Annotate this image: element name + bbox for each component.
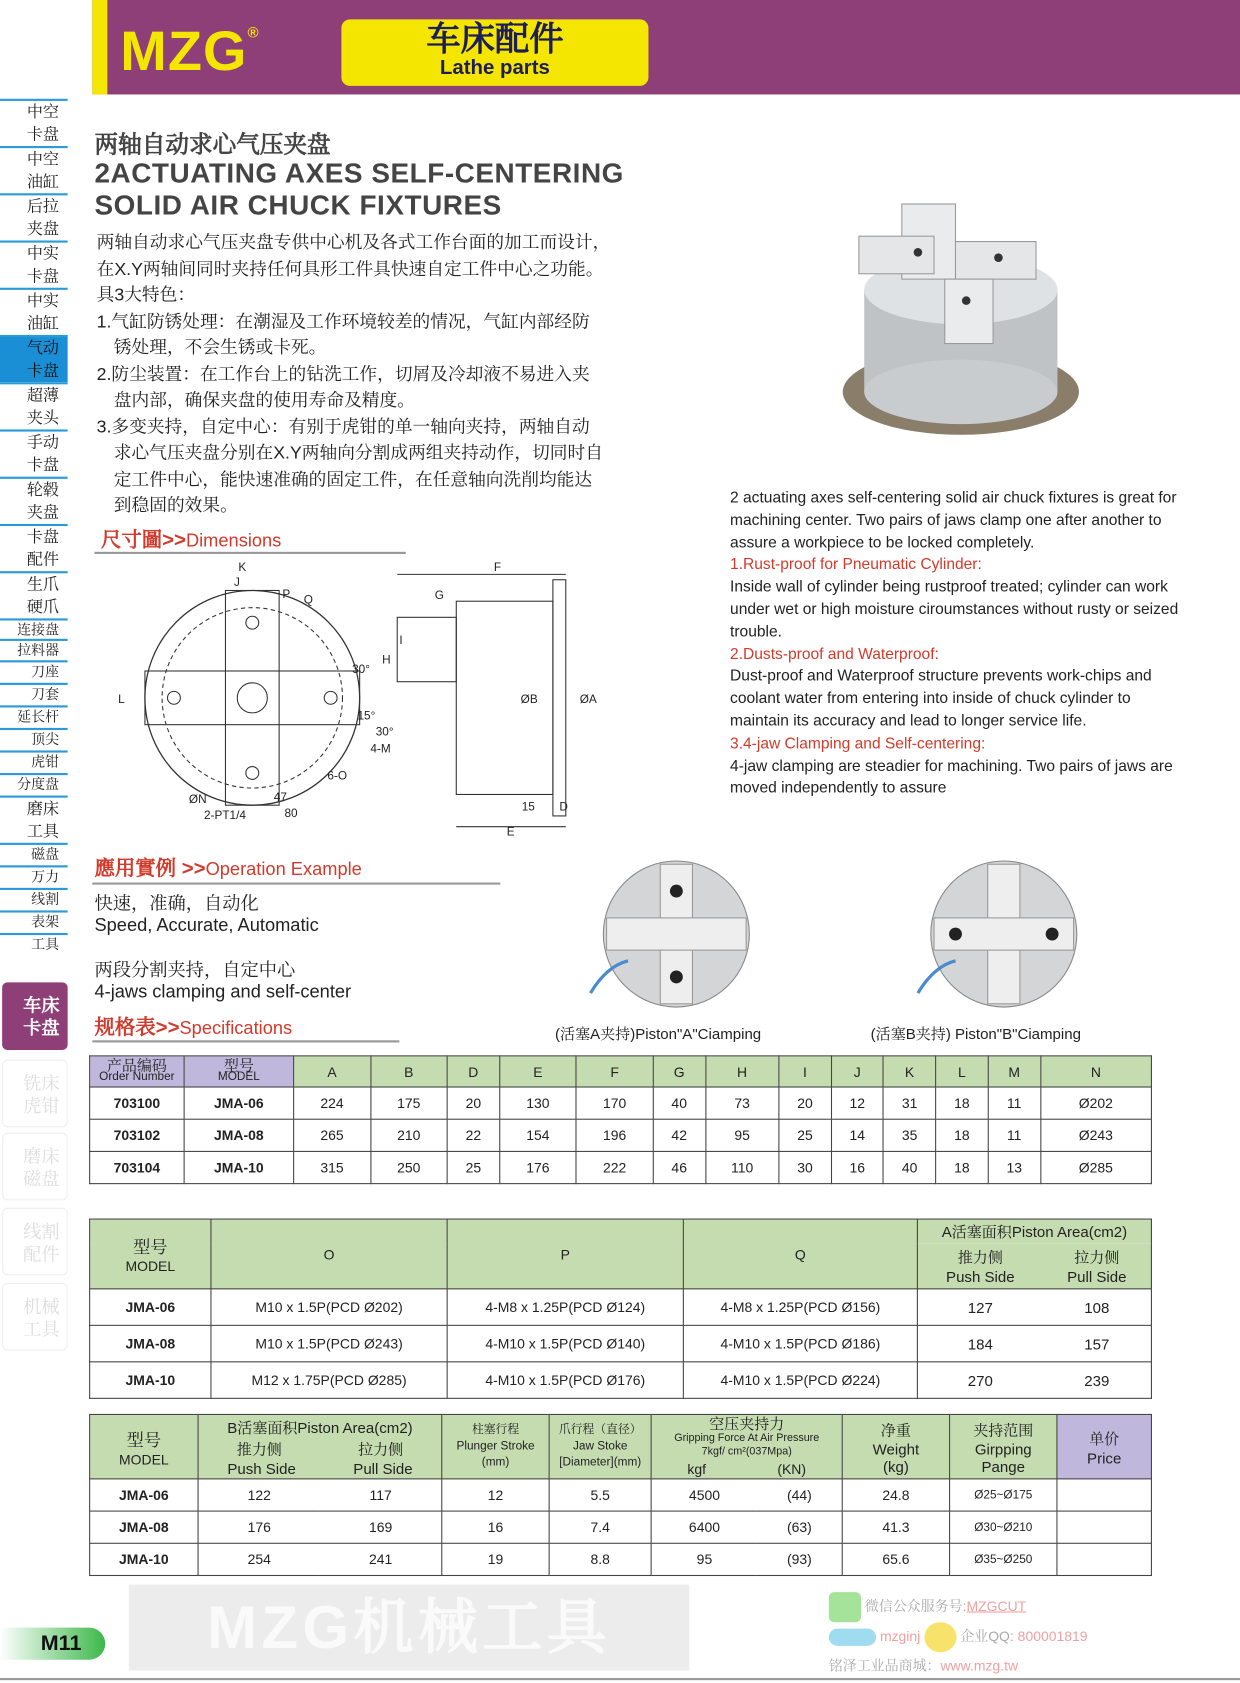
h-text: 爪行程（直径）: [558, 1423, 642, 1437]
label-A: ØA: [579, 692, 597, 707]
table-cell: 108: [1043, 1289, 1152, 1326]
table-cell: M12 x 1.75P(PCD Ø285): [211, 1362, 447, 1399]
h-text: kgf: [687, 1461, 707, 1478]
table-row: [90, 1543, 1152, 1575]
table-cell: 703100: [90, 1087, 184, 1119]
desc-cn-line: 在X.Y两轴间同时夹持任何具形工件具快速自定工件中心之功能。: [96, 259, 604, 279]
caption-piston-a: (活塞A夹持)Piston"A"Ciamping: [555, 1025, 762, 1043]
h-text: 夹持范围: [973, 1420, 1034, 1439]
label-L: L: [118, 692, 125, 707]
table-cell: 12: [442, 1479, 549, 1511]
label-15: 15: [521, 799, 535, 814]
sidebar-item[interactable]: 超薄夹头: [0, 382, 68, 429]
table-cell: 18: [936, 1119, 988, 1151]
h-text: (KN): [777, 1461, 807, 1478]
desc-cn-line: 1.气缸防锈处理：在潮湿及工作环境较差的情况，气缸内部经防: [96, 311, 590, 332]
h-text: 空压夹持力: [709, 1414, 785, 1433]
label-I: I: [399, 633, 403, 648]
table-cell: 14: [831, 1119, 883, 1151]
pull-side-header: [1043, 1243, 1152, 1289]
footer-divider: [0, 1678, 1240, 1680]
table-cell: 31: [883, 1087, 935, 1119]
table-row: [90, 1479, 1152, 1511]
column-header-O: O: [211, 1219, 447, 1289]
table-cell: 4-M8 x 1.25P(PCD Ø124): [447, 1289, 683, 1326]
table-cell: Ø25~Ø175: [950, 1479, 1057, 1511]
sidebar-item[interactable]: 表架: [0, 910, 68, 933]
table-cell: 16: [442, 1511, 549, 1543]
feature-1-text: Inside wall of cylinder being rustproof treated; cylinder can work under wet or high moisture ciroumstances without rusty or seized trouble.: [730, 578, 1179, 641]
table-cell: 12: [831, 1087, 883, 1119]
table-cell: 25: [779, 1119, 831, 1151]
header-gripping-range: [950, 1414, 1057, 1478]
category-tab[interactable]: 车床卡盘: [2, 982, 67, 1050]
label-E: E: [506, 824, 515, 838]
column-header: E: [499, 1056, 576, 1087]
table-cell: 7.4: [549, 1511, 651, 1543]
sidebar-item[interactable]: 磁盘: [0, 843, 68, 866]
h-text: (kg): [882, 1457, 909, 1475]
photo-piston-b: [913, 859, 1085, 1015]
column-header: L: [936, 1056, 988, 1087]
table-cell: 122: [198, 1479, 320, 1511]
divider: [92, 882, 500, 884]
table-cell: 73: [705, 1087, 778, 1119]
label-B: ØB: [520, 692, 538, 707]
column-header: J: [831, 1056, 883, 1087]
desc-cn-line: 具3大特色：: [96, 285, 196, 305]
table-row: [90, 1119, 1152, 1151]
table-cell: 703104: [90, 1151, 184, 1183]
table-cell: Ø243: [1040, 1119, 1151, 1151]
h-en: Order Number: [99, 1070, 175, 1084]
table-cell: 4-M8 x 1.25P(PCD Ø156): [683, 1289, 917, 1326]
product-title-cn: 两轴自动求心气压夹盘: [94, 130, 331, 158]
sidebar-item[interactable]: 磨床工具: [0, 796, 68, 843]
table-cell: 30: [779, 1151, 831, 1183]
table-cell: JMA-08: [184, 1119, 294, 1151]
table-cell: 22: [447, 1119, 499, 1151]
h-text: 净重: [880, 1420, 911, 1439]
column-header: H: [705, 1056, 778, 1087]
category-tab[interactable]: 线割配件: [2, 1208, 67, 1276]
sidebar-item[interactable]: 拉料器: [0, 639, 68, 660]
h-text: Jaw Stoke: [572, 1439, 628, 1453]
h-en: Pull Side: [1067, 1267, 1127, 1285]
table-cell: 130: [499, 1087, 576, 1119]
table-cell: M10 x 1.5P(PCD Ø202): [211, 1289, 447, 1326]
h-cn: 型号: [223, 1056, 254, 1074]
sidebar-item[interactable]: 中空卡盘: [0, 99, 68, 146]
category-tab[interactable]: 铣床虎钳: [2, 1060, 67, 1128]
desc-cn-line: 3.多变夹持，自定中心：有别于虎钳的单一轴向夹持，两轴自动: [96, 417, 590, 437]
column-header: G: [653, 1056, 705, 1087]
h-text: Plunger Stroke: [456, 1439, 535, 1453]
table-cell: 250: [370, 1151, 447, 1183]
operation-line2-en: 4-jaws clamping and self-center: [94, 981, 352, 1002]
category-cn: 车床配件: [426, 19, 564, 58]
brand-logo: [120, 19, 259, 83]
table-cell: 170: [576, 1087, 653, 1119]
h-text: MODEL: [119, 1450, 169, 1468]
sidebar-item[interactable]: 延长杆: [0, 705, 68, 728]
table-cell: 703102: [90, 1119, 184, 1151]
h-cn: 型号: [133, 1238, 168, 1258]
operation-line2-cn: 两段分割夹持，自定中心: [94, 959, 296, 981]
h-cn: 推力侧: [957, 1248, 1003, 1266]
h-cn: 拉力侧: [1074, 1248, 1120, 1266]
label-6O: 6-O: [327, 768, 348, 783]
sidebar-item[interactable]: 中实油缸: [0, 288, 68, 335]
feature-2-text: Dust-proof and Waterproof structure prevents work-chips and coolant water from entering into inside of chuck cylinder to maintain its accuracy and lead to longer service life.: [730, 668, 1152, 731]
h-text: B活塞面积Piston Area(cm2): [227, 1418, 413, 1436]
contact-info: [829, 1592, 1088, 1679]
operation-heading: [94, 852, 361, 881]
sidebar-item[interactable]: 中实卡盘: [0, 240, 68, 287]
sidebar-item[interactable]: 万力: [0, 865, 68, 888]
table-cell: 40: [883, 1151, 935, 1183]
table-cell: 4500: [651, 1479, 757, 1511]
h-text: 型号: [126, 1431, 162, 1450]
column-header: B: [370, 1056, 447, 1087]
h-text: Price: [1087, 1448, 1122, 1466]
table-cell: 169: [320, 1511, 442, 1543]
sidebar-item[interactable]: 虎钳: [0, 750, 68, 773]
table-cell: JMA-08: [90, 1511, 198, 1543]
h-text: 柱塞行程: [471, 1423, 520, 1437]
desc-cn-line: 到稳固的效果。: [113, 495, 238, 516]
registered-mark: ®: [247, 23, 260, 41]
dimension-drawing: [107, 558, 601, 837]
table-cell: 8.8: [549, 1543, 651, 1575]
divider: [94, 552, 405, 554]
h-text: 推力侧: [236, 1440, 282, 1458]
h-en: MODEL: [125, 1258, 176, 1275]
label-30deg-b: 30°: [375, 724, 394, 739]
h-text: [Diameter](mm): [559, 1455, 642, 1469]
shop-url[interactable]: www.mzg.tw: [940, 1657, 1019, 1674]
header-accent-bar: [92, 0, 107, 94]
h-text: 7kgf/ cm²(037Mpa): [701, 1446, 792, 1458]
product-title-en-1: 2ACTUATING AXES SELF-CENTERING: [94, 156, 624, 189]
h-text: Pull Side: [353, 1459, 413, 1477]
table-cell: 40: [653, 1087, 705, 1119]
header-model: [184, 1056, 294, 1087]
column-header-P: P: [447, 1219, 683, 1289]
product-title-en-2: SOLID AIR CHUCK FIXTURES: [94, 188, 502, 222]
column-header: K: [883, 1056, 935, 1087]
photo-piston-a: [585, 859, 757, 1015]
table-cell: 210: [370, 1119, 447, 1151]
table-cell: 25: [447, 1151, 499, 1183]
label-N: ØN: [188, 792, 207, 807]
specs-heading-en: Specifications: [179, 1017, 293, 1039]
h-text: Pange: [981, 1457, 1025, 1475]
table-cell: JMA-06: [184, 1087, 294, 1119]
feature-3-title: 3.4-jaw Clamping and Self-centering:: [730, 735, 986, 753]
specs-heading: [94, 1011, 292, 1040]
column-header-area: A活塞面积Piston Area(cm2): [917, 1219, 1151, 1243]
table-cell: JMA-06: [90, 1479, 198, 1511]
table-row: [90, 1087, 1152, 1119]
table-cell: Ø30~Ø210: [950, 1511, 1057, 1543]
specs-table-piston-a: [89, 1219, 1152, 1399]
table-cell: 41.3: [842, 1511, 949, 1543]
wechat-label: 微信公众服务号:: [864, 1597, 967, 1615]
h-cn: 产品编码: [106, 1056, 167, 1074]
table-cell: 20: [779, 1087, 831, 1119]
table-cell: 13: [988, 1151, 1040, 1183]
specs-heading-cn: 规格表>>: [94, 1016, 180, 1040]
table-cell: 42: [653, 1119, 705, 1151]
header-model: [90, 1219, 211, 1289]
sidebar-item[interactable]: 中空油缸: [0, 146, 68, 193]
table-cell: 175: [370, 1087, 447, 1119]
table-cell: JMA-06: [90, 1289, 211, 1326]
label-F: F: [493, 560, 502, 575]
header-plunger-stroke: [442, 1414, 549, 1478]
h-text: Push Side: [227, 1459, 296, 1477]
label-4M: 4-M: [370, 741, 391, 756]
label-P: P: [282, 586, 291, 601]
sidebar-item[interactable]: 卡盘配件: [0, 524, 68, 571]
feature-1-title: 1.Rust-proof for Pneumatic Cylinder:: [730, 556, 982, 574]
table-cell: 4-M10 x 1.5P(PCD Ø140): [447, 1325, 683, 1362]
table-row: [90, 1151, 1152, 1183]
page-header: [92, 0, 1240, 94]
column-header: I: [779, 1056, 831, 1087]
table-cell: 176: [198, 1511, 320, 1543]
table-cell: 270: [917, 1362, 1042, 1399]
table-cell: Ø202: [1040, 1087, 1151, 1119]
table-cell: 35: [883, 1119, 935, 1151]
h-text: 拉力侧: [358, 1440, 404, 1458]
sidebar-item[interactable]: 后拉夹盘: [0, 193, 68, 240]
header-order-number: [90, 1056, 184, 1087]
sidebar-item[interactable]: 刀座: [0, 660, 68, 683]
wechat-icon: [829, 1592, 861, 1622]
h-en: MODEL: [217, 1070, 260, 1084]
desc-cn-line: 盘内部，确保夹盘的使用寿命及精度。: [113, 390, 415, 411]
column-header: M: [988, 1056, 1040, 1087]
desc-cn-line: 两轴自动求心气压夹盘专供中心机及各式工作台面的加工而设计，: [96, 232, 611, 253]
table-cell: 4-M10 x 1.5P(PCD Ø176): [447, 1362, 683, 1399]
price-cell: [1057, 1479, 1151, 1511]
label-47: 47: [273, 789, 287, 804]
shop-label: 铭泽工业品商城：: [828, 1657, 941, 1674]
table-cell: 4-M10 x 1.5P(PCD Ø224): [683, 1362, 917, 1399]
h-text: (mm): [481, 1455, 510, 1469]
desc-en-intro: 2 actuating axes self-centering solid air chuck fixtures is great for machining center. Two pairs of jaws clamp one after another to assure a workpiece to be locked completely.: [730, 489, 1177, 552]
table-cell: 46: [653, 1151, 705, 1183]
h-text: Weight: [872, 1440, 920, 1458]
category-badge: [341, 19, 648, 86]
operation-text: [94, 893, 351, 1003]
label-80: 80: [284, 806, 298, 821]
description-en: [730, 487, 1192, 800]
operation-heading-en: Operation Example: [205, 858, 362, 880]
table-cell: 315: [294, 1151, 371, 1183]
operation-heading-cn: 應用實例 >>: [94, 857, 206, 881]
table-cell: 18: [936, 1087, 988, 1119]
table-cell: 110: [705, 1151, 778, 1183]
label-PT: 2-PT1/4: [203, 808, 246, 823]
label-H: H: [382, 652, 391, 667]
feature-3-text: 4-jaw clamping are steadier for machining. Two pairs of jaws are moved independently to assure: [730, 757, 1173, 797]
table-cell: 117: [320, 1479, 442, 1511]
table-cell: JMA-08: [90, 1325, 211, 1362]
table-cell: 254: [198, 1543, 320, 1575]
sidebar-item[interactable]: 手动卡盘: [0, 429, 68, 476]
caption-piston-b: (活塞B夹持) Piston"B"Ciamping: [870, 1025, 1081, 1043]
specs-table-piston-b: [89, 1414, 1152, 1576]
watermark: MZG机械工具: [129, 1585, 689, 1671]
sidebar-item[interactable]: 工具: [0, 933, 68, 957]
logo-text: MZG: [120, 20, 248, 83]
table-cell: 18: [936, 1151, 988, 1183]
table-cell: 11: [988, 1119, 1040, 1151]
table-cell: 6400: [651, 1511, 757, 1543]
category-tab[interactable]: 机械工具: [2, 1283, 67, 1351]
desc-cn-line: 锈处理，不会生锈或卡死。: [113, 338, 327, 358]
qq-icon: [924, 1622, 956, 1652]
table-cell: 24.8: [842, 1479, 949, 1511]
qq-number[interactable]: 800001819: [1017, 1628, 1088, 1645]
sidebar-item[interactable]: 气动卡盘: [0, 335, 68, 382]
table-row: [90, 1362, 1152, 1399]
column-header: F: [576, 1056, 653, 1087]
label-D: D: [559, 799, 568, 814]
table-cell: 241: [320, 1543, 442, 1575]
column-header-Q: Q: [683, 1219, 917, 1289]
h-text: 单价: [1089, 1429, 1120, 1447]
description-cn: [97, 230, 709, 519]
table-cell: 95: [651, 1543, 757, 1575]
table-cell: JMA-10: [90, 1362, 211, 1399]
sidebar-item[interactable]: 分度盘: [0, 773, 68, 796]
table-cell: Ø285: [1040, 1151, 1151, 1183]
divider: [92, 1040, 399, 1042]
label-15deg: 15°: [357, 708, 376, 723]
h-en: Push Side: [946, 1267, 1015, 1285]
desc-cn-line: 求心气压夹盘分别在X.Y两轴向分割成两组夹持动作，切同时自: [113, 443, 603, 463]
push-side-header: [917, 1243, 1042, 1289]
table-cell: 127: [917, 1289, 1042, 1326]
specs-table-dimensions: [89, 1055, 1152, 1184]
header-gripping-force: [651, 1414, 842, 1478]
operation-line1-en: Speed, Accurate, Automatic: [94, 914, 319, 936]
sidebar-item[interactable]: 轮毂夹盘: [0, 477, 68, 524]
label-G: G: [434, 588, 444, 603]
table-row: [90, 1289, 1152, 1326]
table-cell: 4-M10 x 1.5P(PCD Ø186): [683, 1325, 917, 1362]
table-cell: 222: [576, 1151, 653, 1183]
table-cell: (44): [757, 1479, 842, 1511]
table-cell: 157: [1043, 1325, 1152, 1362]
dimensions-heading-cn: 尺寸圖>>: [100, 529, 186, 552]
wechat-id[interactable]: MZGCUT: [966, 1597, 1027, 1615]
skype-id[interactable]: mzginj: [879, 1628, 921, 1645]
header-piston-b-area: [198, 1414, 442, 1478]
table-cell: 65.6: [842, 1543, 949, 1575]
category-en: Lathe parts: [439, 56, 550, 80]
table-cell: JMA-10: [90, 1543, 198, 1575]
table-cell: 176: [499, 1151, 576, 1183]
dimensions-heading: [101, 524, 281, 553]
product-photo-chuck: [837, 193, 1095, 461]
header-weight: [842, 1414, 949, 1478]
label-J: J: [234, 575, 240, 590]
table-row: [90, 1325, 1152, 1362]
label-Q: Q: [303, 592, 314, 607]
label-30deg: 30°: [352, 662, 370, 677]
sidebar-item[interactable]: 线割: [0, 888, 68, 911]
table-cell: 224: [294, 1087, 371, 1119]
category-tab[interactable]: 磨床磁盘: [2, 1133, 67, 1201]
desc-cn-line: 2.防尘装置：在工作台上的钻洗工作，切屑及冷却液不易进入夹: [96, 364, 590, 384]
price-cell: [1057, 1511, 1151, 1543]
sidebar-item[interactable]: 刀套: [0, 683, 68, 706]
table-cell: 196: [576, 1119, 653, 1151]
column-header: A: [294, 1056, 371, 1087]
table-cell: 19: [442, 1543, 549, 1575]
table-cell: (63): [757, 1511, 842, 1543]
table-row: [90, 1511, 1152, 1543]
table-cell: 11: [988, 1087, 1040, 1119]
table-cell: JMA-10: [184, 1151, 294, 1183]
column-header: D: [447, 1056, 499, 1087]
feature-2-title: 2.Dusts-proof and Waterproof:: [730, 645, 939, 664]
table-cell: 265: [294, 1119, 371, 1151]
table-cell: M10 x 1.5P(PCD Ø243): [211, 1325, 447, 1362]
skype-icon: [829, 1629, 876, 1646]
table-cell: 95: [705, 1119, 778, 1151]
table-cell: 154: [499, 1119, 576, 1151]
table-cell: Ø35~Ø250: [950, 1543, 1057, 1575]
page-number: M11: [0, 1628, 105, 1660]
header-model: [90, 1414, 198, 1478]
table-cell: 20: [447, 1087, 499, 1119]
dimensions-heading-en: Dimensions: [185, 530, 282, 551]
table-cell: 184: [917, 1325, 1042, 1362]
sidebar-item[interactable]: 连接盘: [0, 618, 68, 638]
operation-line1-cn: 快速，准确，自动化: [94, 893, 259, 914]
header-price: [1057, 1414, 1151, 1478]
column-header: N: [1040, 1056, 1151, 1087]
price-cell: [1057, 1543, 1151, 1575]
table-cell: 16: [831, 1151, 883, 1183]
qq-label: 企业QQ:: [960, 1628, 1014, 1645]
table-cell: 5.5: [549, 1479, 651, 1511]
table-cell: 239: [1043, 1362, 1152, 1399]
h-text: Gripping Force At Air Pressure: [674, 1432, 820, 1444]
label-K: K: [238, 560, 247, 575]
h-text: Girpping: [974, 1440, 1032, 1458]
sidebar-item[interactable]: 生爪硬爪: [0, 571, 68, 618]
desc-cn-line: 定工件中心，能快速准确的固定工件，在任意轴向洗削均能达: [113, 469, 593, 490]
sidebar-item[interactable]: 顶尖: [0, 728, 68, 751]
table-cell: (93): [757, 1543, 842, 1575]
header-jaw-stroke: [549, 1414, 651, 1478]
